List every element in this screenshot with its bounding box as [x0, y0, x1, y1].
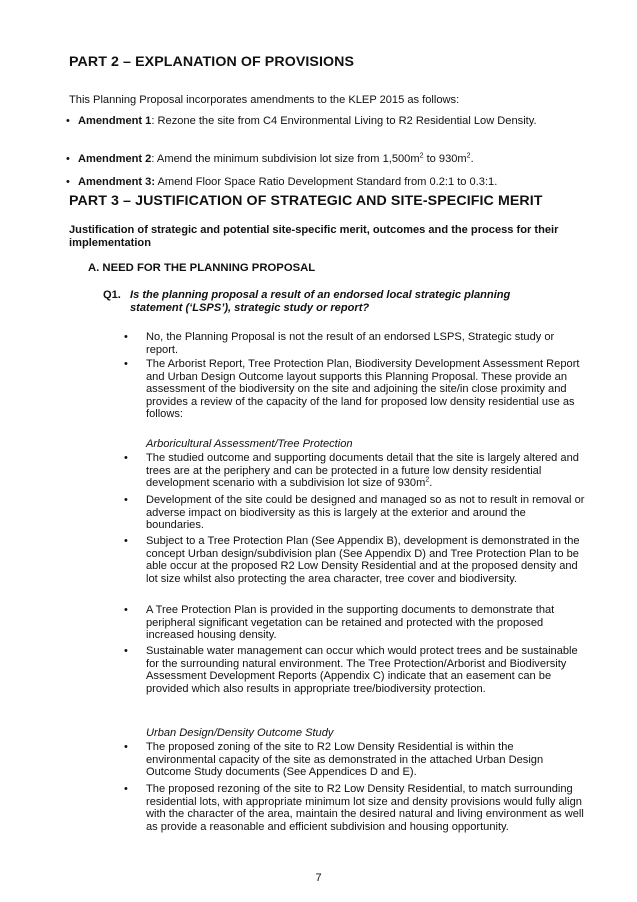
bullet-marker: • [124, 604, 128, 616]
list-item: No, the Planning Proposal is not the result of an endorsed LSPS, Strategic study or report. [146, 331, 555, 356]
list-item: Development of the site could be designed and managed so as not to result in removal or adverse impact on biodiversity as this is largely at the exterior and around the boundaries. [146, 494, 585, 532]
amendment-label: Amendment 2 [78, 153, 152, 165]
bullet-marker: • [66, 115, 70, 127]
bullet-marker: • [124, 741, 128, 753]
bullet-marker: • [124, 535, 128, 547]
list-item: The proposed zoning of the site to R2 Low Density Residential is within the environmental capacity of the site as demonstrated in the attached Urban Design Outcome Study documents (See Appendices D and E). [146, 741, 544, 779]
bullet-marker: • [66, 176, 70, 188]
bullet-marker: • [124, 783, 128, 795]
amendment-2: Amendment 2: Amend the minimum subdivision lot size from $1,500m^2$ to $930m^2$. [78, 152, 474, 165]
section-a-heading: A. NEED FOR THE PLANNING PROPOSAL [88, 262, 316, 274]
bullet-marker: • [124, 494, 128, 506]
bullet-marker: • [124, 331, 128, 343]
part3-heading: PART 3 – JUSTIFICATION OF STRATEGIC AND SITE-SPECIFIC MERIT [69, 193, 543, 209]
part3-subheading: Justification of strategic and potential site-specific merit, outcomes and the process for their implementation [69, 224, 559, 249]
list-item: The Arborist Report, Tree Protection Plan, Biodiversity Development Assessment Report and Urban Design Outcome layout supports this Planning Proposal. These provide an assessment of the biodiversity on the site and adjoining the site/in close proximity and provides a review of the capacity of the land for proposed low density residential use as follows: [146, 358, 580, 421]
amendment-label: Amendment 1 [78, 115, 152, 127]
bullet-marker: • [124, 645, 128, 657]
amendment-text: Rezone the site from C4 Environmental Living to R2 Residential Low Density. [154, 115, 537, 127]
question-text: Is the planning proposal a result of an endorsed local strategic planning statement (‘LSPS’), strategic study or report? [130, 289, 511, 314]
list-item: The studied outcome and supporting documents detail that the site is largely altered and trees are at the periphery and can be protected in a future low density residential development scenario with a subdivision lot size of $930m^2$. [146, 452, 579, 490]
urban-design-subheading: Urban Design/Density Outcome Study [146, 727, 334, 739]
bullet-marker: • [124, 452, 128, 464]
part2-heading: PART 2 – EXPLANATION OF PROVISIONS [69, 54, 355, 70]
arboricultural-subheading: Arboricultural Assessment/Tree Protection [146, 438, 353, 450]
amendment-1: Amendment 1: Rezone the site from C4 Environmental Living to R2 Residential Low Density. [78, 115, 537, 127]
amendment-label: Amendment 3: [78, 176, 156, 188]
amendment-text: Amend Floor Space Ratio Development Standard from 0.2:1 to 0.3:1. [155, 176, 498, 188]
bullet-marker: • [124, 358, 128, 370]
part2-intro: This Planning Proposal incorporates amendments to the KLEP 2015 as follows: [69, 94, 460, 106]
list-item: Sustainable water management can occur which would protect trees and be sustainable for the surrounding natural environment. The Tree Protection/Arborist and Biodiversity Assessment Development Reports (Appendix C) indicate that an easement can be provided which also results in appropriate tree/biodiversity protection. [146, 645, 578, 695]
list-item: Subject to a Tree Protection Plan (See Appendix B), development is demonstrated in the concept Urban design/subdivision plan (See Appendix D) and Tree Protection Plan to be able occur at the proposed R2 Low Density Residential and at the proposed density and lot size whilst also protecting the area character, tree cover and biodiversity. [146, 535, 580, 585]
amendment-3 [78, 176, 578, 189]
bullet-marker: • [66, 153, 70, 165]
page-number: 7 [315, 872, 322, 884]
list-item: A Tree Protection Plan is provided in the supporting documents to demonstrate that peripheral significant vegetation can be retained and protected with the proposed increased housing density. [146, 604, 555, 642]
question-number: Q1. [103, 289, 121, 301]
list-item: The proposed rezoning of the site to R2 Low Density Residential, to match surrounding residential lots, with appropriate minimum lot size and density provisions would fully align with the character of the area, maintain the desired natural and living environment as well as provide a reasonable and efficient subdivision and housing opportunity. [146, 783, 584, 833]
